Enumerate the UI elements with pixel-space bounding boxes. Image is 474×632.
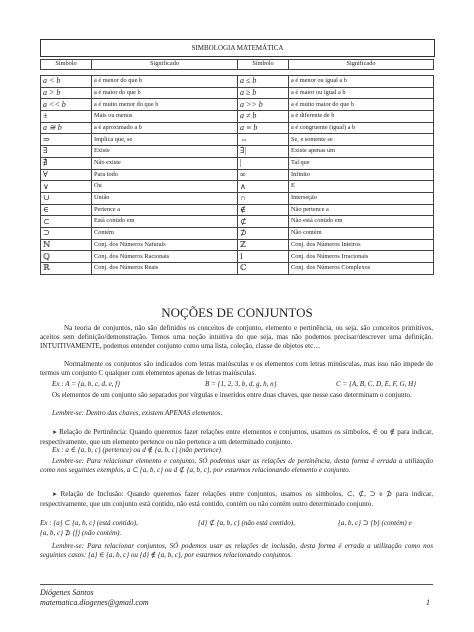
meaning-cell: Implica que, se (92, 134, 238, 146)
symbol-cell: ℝ (41, 263, 92, 275)
symbol-cell: ⊃ (41, 227, 92, 239)
table-row (41, 239, 434, 251)
inclusion-example-3: {a, b, c} ⊃ {b} (contém) e (338, 519, 412, 527)
inclusion-example-4: {a, b, c} ⊅ {f} (não contém). (40, 529, 122, 537)
symbol-cell: ℂ (238, 263, 289, 275)
meaning-cell: Ou (92, 181, 238, 193)
symbol-cell: ⇒ (41, 134, 92, 146)
meaning-cell: a é aproximado a b (92, 122, 238, 134)
meaning-cell: Existe apenas um (289, 146, 434, 158)
table-row (41, 99, 434, 111)
symbol-cell: a < b (41, 76, 92, 88)
column-header: Significado (92, 60, 238, 70)
symbol-cell: ⊂ (41, 216, 92, 228)
meaning-cell: Conj. dos Números Racionais (92, 251, 238, 263)
meaning-cell: a é maior do que b (92, 87, 238, 99)
inclusion-text: Relação de Inclusão: Quando queremos fazer relações entre conjuntos, usamos os símbolos, ⊂, ⊄, ⊃ e ⊅ para indicar, respectivamente, que um conjunto está contido, não está contido, contém ou não contém outro determinado conjunto. (40, 490, 433, 508)
footer-author: Diógenes Santos (40, 588, 94, 597)
symbol-cell: ⊅ (238, 227, 289, 239)
symbol-cell: a ≠ b (238, 111, 289, 123)
table-row (41, 134, 434, 146)
symbol-cell: a >> b (238, 99, 289, 111)
symbol-cell: ∨ (41, 181, 92, 193)
arrow-bullet-icon: ➤ (52, 492, 61, 498)
meaning-cell: Existe (92, 146, 238, 158)
table-row (41, 204, 434, 216)
symbol-cell: a > b (41, 87, 92, 99)
table-row (41, 157, 434, 169)
symbol-cell: a ≥ b (238, 87, 289, 99)
symbol-cell: ∉ (238, 204, 289, 216)
meaning-cell: Contém (92, 227, 238, 239)
symbol-cell: ⊄ (238, 216, 289, 228)
meaning-cell: a é congruente (igual) a b (289, 122, 434, 134)
example-set-b: B = {1, 2, 3, b, d, g, h, n} (205, 380, 277, 388)
table-row (41, 122, 434, 134)
example-sets (40, 380, 433, 389)
symbol-cell: ℤ (238, 239, 289, 251)
meaning-cell: Não existe (92, 157, 238, 169)
intro-paragraph: Na teoria de conjuntos, não são definidos os conceitos de conjunto, elemento e pertinência, ou seja, são conceitos primitivos, aceitos sem definição/demonstração. Temos uma noção intuitiva do que seja, mas não podemos precisar/descrever uma definição. INTUITIVAMENTE, podemos entender conjunto como uma lista, coleção, classe de objetos etc… (40, 324, 433, 350)
meaning-cell: Infinito (289, 169, 434, 181)
meaning-cell: Está contido em (92, 216, 238, 228)
table-row (41, 216, 434, 228)
meaning-cell: Conj. dos Números Reais (92, 263, 238, 275)
meaning-cell: Conj. dos Números Complexos (289, 263, 434, 275)
pertinence-example: Ex : a ∈ {a, b, c} (pertence) ou d ∉ {a, b, c} (não pertence) (52, 446, 221, 454)
symbol-cell: ∩ (238, 192, 289, 204)
symbol-cell: ± (41, 111, 92, 123)
meaning-cell: Pertence a (92, 204, 238, 216)
reminder-pertinence: Lembre-se: Para relacionar elemento e conjunto, SÓ podemos usar as relações de pertinência, desta forma é errada a utilização como nos seguintes exemplos, a ⊂ {a, b, c} ou d ⊄ {a, b, c}, por estarmos relacionando elemento e conjunto. (40, 457, 433, 474)
table-row (41, 251, 434, 263)
meaning-cell: Não pertence a (289, 204, 434, 216)
inclusion-example-2: {d} ⊄ {a, b, c} (não está contido), (198, 519, 295, 527)
table-row (41, 227, 434, 239)
pertinence-text: Relação de Pertinência: Quando queremos fazer relações entre elementos e conjuntos, usamos os símbolos, ∈ ou ∉ para indicar, respectivamente, que um elemento pertence ou não pertence a um determinado conjunto. (40, 428, 433, 446)
symbol-cell: a ≤ b (238, 76, 289, 88)
symbol-table (40, 59, 434, 275)
example-set-a: Ex : A = {a, b, c, d, e, f} (52, 380, 121, 388)
meaning-cell: Não está contido em (289, 216, 434, 228)
table-row (41, 263, 434, 275)
meaning-cell: Não contém (289, 227, 434, 239)
symbol-cell: ℕ (41, 239, 92, 251)
meaning-cell: União (92, 192, 238, 204)
symbol-cell: ∄ (41, 157, 92, 169)
elements-paragraph: Os elementos de um conjunto são separados por vírgulas e inseridos entre duas chaves, que nesse caso determinam o conjunto. (52, 391, 412, 399)
meaning-cell: Conj. dos Números Inteiros (289, 239, 434, 251)
symbol-cell: ℚ (41, 251, 92, 263)
symbol-cell: ∀ (41, 169, 92, 181)
inclusion-example-1: Ex : {a} ⊂ {a, b, c} (está contido), (40, 519, 138, 527)
reminder-inclusion: Lembre-se: Para relacionar conjuntos, SÓ podemos usar as relações de inclusão, desta forma é errada a utilização como nos seguintes casos: {a} ∈ {a, b, c} ou {d} ∉ {a, b, c}, por estarmos relacionando conjuntos. (40, 542, 433, 559)
table-row (41, 146, 434, 158)
section-title: NOÇÕES DE CONJUNTOS (161, 305, 313, 320)
symbol-table-body (41, 76, 434, 275)
meaning-cell: a é menor ou igual a b (289, 76, 434, 88)
symbol-cell: | (238, 157, 289, 169)
pertinence-paragraph (40, 428, 433, 447)
table-row (41, 87, 434, 99)
symbol-cell: ∈ (41, 204, 92, 216)
arrow-bullet-icon: ➤ (52, 430, 60, 436)
meaning-cell: a é maior ou igual a b (289, 87, 434, 99)
meaning-cell: Conj. dos Números Irracionais (289, 251, 434, 263)
symbol-cell: I (238, 251, 289, 263)
example-set-c: C = {A, B, C, D, E, F, G, H} (336, 380, 417, 388)
meaning-cell: Conj. dos Números Naturais (92, 239, 238, 251)
column-header: Significado (289, 60, 434, 70)
meaning-cell: a é muito maior do que b (289, 99, 434, 111)
meaning-cell: E (289, 181, 434, 193)
symbol-cell: a << b (41, 99, 92, 111)
meaning-cell: Interseção (289, 192, 434, 204)
meaning-cell: Mais ou menos (92, 111, 238, 123)
table-row (41, 76, 434, 88)
inclusion-paragraph (40, 490, 433, 509)
symbol-cell: ∞ (238, 169, 289, 181)
inclusion-examples-cont (40, 529, 433, 538)
table-row (41, 169, 434, 181)
symbol-cell: ∪ (41, 192, 92, 204)
footer-email[interactable]: matematica.diogenes@gmail.com (40, 598, 149, 607)
meaning-cell: Tal que (289, 157, 434, 169)
table-row (41, 181, 434, 193)
symbol-cell: ∧ (238, 181, 289, 193)
footer-divider (40, 584, 433, 585)
meaning-cell: a é menor do que b (92, 76, 238, 88)
meaning-cell: Se, e somente se (289, 134, 434, 146)
page-number: 1 (426, 598, 430, 607)
symbol-cell: a ≅ b (41, 122, 92, 134)
reminder-braces: Lembre-se: Dentro das chaves, existem APENAS elementos. (52, 409, 223, 417)
document-title: SIMBOLOGIA MATEMÁTICA (40, 39, 435, 57)
notation-paragraph: Normalmente os conjuntos são indicados com letras maiúsculas e os elementos com letras minúsculas, mas isso não impede de termos um conjunto C qualquer com elementos apenas de letras maiúsculas. (40, 360, 433, 377)
symbol-cell: ⇔ (238, 134, 289, 146)
table-row (41, 111, 434, 123)
column-header: Símbolo (238, 60, 289, 70)
table-header-row (41, 60, 434, 70)
inclusion-examples (40, 519, 433, 528)
symbol-cell: a ≡ b (238, 122, 289, 134)
table-row (41, 192, 434, 204)
symbol-cell: ∃| (238, 146, 289, 158)
column-header: Símbolo (41, 60, 92, 70)
meaning-cell: a é diferente de b (289, 111, 434, 123)
meaning-cell: a é muito menor do que b (92, 99, 238, 111)
symbol-cell: ∃ (41, 146, 92, 158)
meaning-cell: Para todo (92, 169, 238, 181)
